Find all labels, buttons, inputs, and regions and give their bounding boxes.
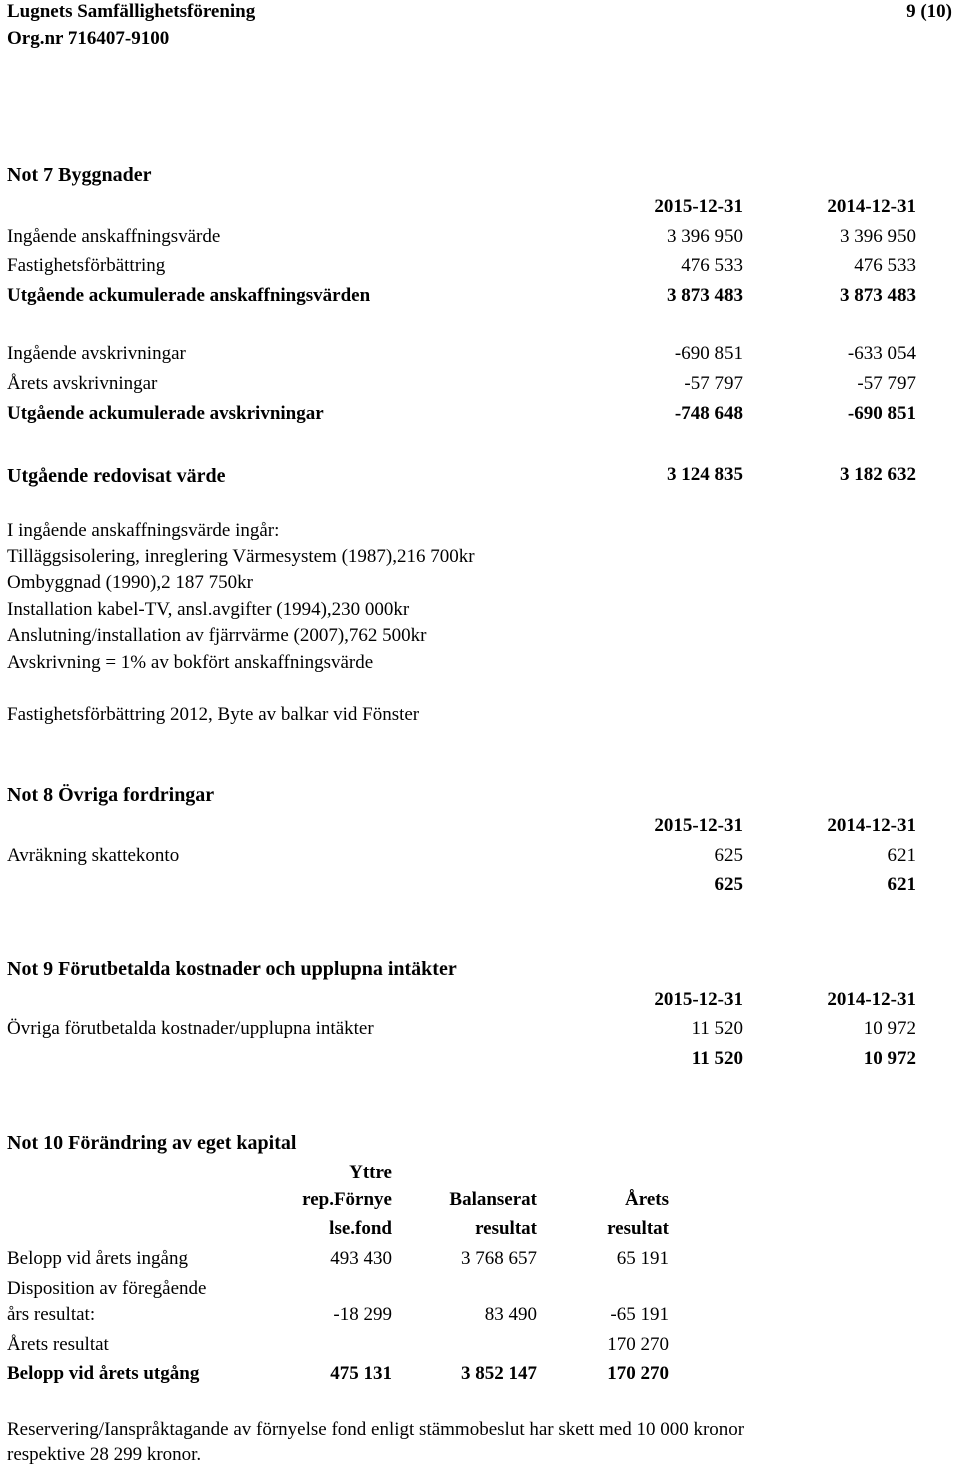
value-arets: -65 191 — [610, 1304, 669, 1325]
row-value-2014: 621 — [887, 845, 916, 866]
row-value-2015: -748 648 — [674, 403, 743, 424]
sum-2015: 11 520 — [691, 1048, 743, 1069]
note8-col-header-2014: 2014-12-31 — [827, 815, 916, 836]
note7-note-line: Tilläggsisolering, inreglering Värmesystem (1987),216 700kr — [7, 546, 475, 567]
note7-note-line: Installation kabel-TV, ansl.avgifter (1994),230 000kr — [7, 599, 410, 620]
row-label-line1: Disposition av föregående — [7, 1278, 207, 1299]
note7-extra: Fastighetsförbättring 2012, Byte av balkar vid Fönster — [7, 704, 420, 725]
col-header-balanserat-resultat: resultat — [475, 1218, 537, 1239]
note7-row — [0, 255, 960, 279]
sum-2014: 621 — [887, 874, 916, 895]
org-number: Org.nr 716407-9100 — [7, 28, 170, 49]
row-value-2014: 3 396 950 — [840, 226, 916, 247]
note7-note-line: Anslutning/installation av fjärrvärme (2007),762 500kr — [7, 625, 427, 646]
note10-row — [0, 1304, 960, 1328]
note10-footer-line: Reservering/Ianspråktagande av förnyelse fond enligt stämmobeslut har skett med 10 000 kronor — [7, 1419, 745, 1440]
note7-row — [0, 226, 960, 250]
row-label: Ingående anskaffningsvärde — [7, 226, 221, 247]
note9-col-header-2014: 2014-12-31 — [827, 989, 916, 1010]
value-arets: 170 270 — [607, 1363, 669, 1384]
value-fond: 475 131 — [330, 1363, 392, 1384]
note9-row — [0, 1018, 960, 1042]
row-label: Utgående ackumulerade avskrivningar — [7, 403, 324, 424]
note8-row — [0, 845, 960, 869]
value-balanserat: 83 490 — [484, 1304, 537, 1325]
note7-row — [0, 373, 960, 397]
note8-col-header-2015: 2015-12-31 — [654, 815, 743, 836]
note10-row — [0, 1248, 960, 1272]
row-value-2014: -690 851 — [847, 403, 916, 424]
note7-note-line: Ombyggnad (1990),2 187 750kr — [7, 572, 253, 593]
row-label: Ingående avskrivningar — [7, 343, 186, 364]
row-value-2014: 476 533 — [854, 255, 916, 276]
note9-sum-row — [0, 1048, 960, 1072]
note10-title: Not 10 Förändring av eget kapital — [7, 1132, 297, 1154]
note10-footer-line: respektive 28 299 kronor. — [7, 1444, 202, 1465]
row-value-2014: -633 054 — [847, 343, 916, 364]
col-header-repfornye: rep.Förnye — [302, 1189, 392, 1210]
note7-row-total — [0, 403, 960, 427]
note7-note-line: Avskrivning = 1% av bokfört anskaffningsvärde — [7, 652, 374, 673]
note7-title: Not 7 Byggnader — [7, 164, 152, 186]
row-value-2015: 3 873 483 — [667, 285, 743, 306]
value-balanserat: 3 768 657 — [461, 1248, 537, 1269]
row-label: Utgående ackumulerade anskaffningsvärden — [7, 285, 371, 306]
value-arets: 65 191 — [616, 1248, 669, 1269]
col-header-arets: Årets — [625, 1189, 669, 1210]
note8-sum-row — [0, 874, 960, 898]
row-value-2015: 11 520 — [691, 1018, 743, 1039]
row-value-2015: 3 396 950 — [667, 226, 743, 247]
row-value-2014: 3 182 632 — [840, 464, 916, 485]
col-header-balanserat: Balanserat — [449, 1189, 537, 1210]
col-header-yttre: Yttre — [349, 1162, 392, 1183]
row-value-2014: 3 873 483 — [840, 285, 916, 306]
note7-row — [0, 343, 960, 367]
page-number: 9 (10) — [906, 1, 952, 22]
note10-row-total — [0, 1363, 960, 1387]
row-label: Årets resultat — [7, 1334, 109, 1355]
col-header-lsefond: lse.fond — [329, 1218, 392, 1239]
row-value-2015: -690 851 — [674, 343, 743, 364]
sum-2015: 625 — [714, 874, 743, 895]
note7-col-header-2015: 2015-12-31 — [654, 196, 743, 217]
row-label: Årets avskrivningar — [7, 373, 158, 394]
row-label: Avräkning skattekonto — [7, 845, 180, 866]
value-fond: 493 430 — [330, 1248, 392, 1269]
note10-row — [0, 1334, 960, 1358]
value-arets: 170 270 — [607, 1334, 669, 1355]
value-fond: -18 299 — [333, 1304, 392, 1325]
note7-note-line: I ingående anskaffningsvärde ingår: — [7, 520, 280, 541]
row-value-2015: 3 124 835 — [667, 464, 743, 485]
row-value-2015: -57 797 — [684, 373, 743, 394]
org-name: Lugnets Samfällighetsförening — [7, 1, 256, 22]
note7-row-total — [0, 285, 960, 309]
note9-title: Not 9 Förutbetalda kostnader och upplupna intäkter — [7, 958, 457, 980]
row-label: Belopp vid årets ingång — [7, 1248, 188, 1269]
note7-col-header-2014: 2014-12-31 — [827, 196, 916, 217]
row-label: Övriga förutbetalda kostnader/upplupna intäkter — [7, 1018, 374, 1039]
note9-col-header-2015: 2015-12-31 — [654, 989, 743, 1010]
row-label: Belopp vid årets utgång — [7, 1363, 200, 1384]
col-header-arets-resultat: resultat — [607, 1218, 669, 1239]
row-value-2015: 625 — [714, 845, 743, 866]
row-value-2015: 476 533 — [681, 255, 743, 276]
row-value-2014: -57 797 — [857, 373, 916, 394]
sum-2014: 10 972 — [863, 1048, 916, 1069]
value-balanserat: 3 852 147 — [461, 1363, 537, 1384]
note7-row-total — [0, 464, 960, 488]
note8-title: Not 8 Övriga fordringar — [7, 784, 215, 806]
row-label-line2: års resultat: — [7, 1304, 96, 1325]
row-label: Utgående redovisat värde — [7, 465, 226, 487]
row-value-2014: 10 972 — [863, 1018, 916, 1039]
row-label: Fastighetsförbättring — [7, 255, 166, 276]
